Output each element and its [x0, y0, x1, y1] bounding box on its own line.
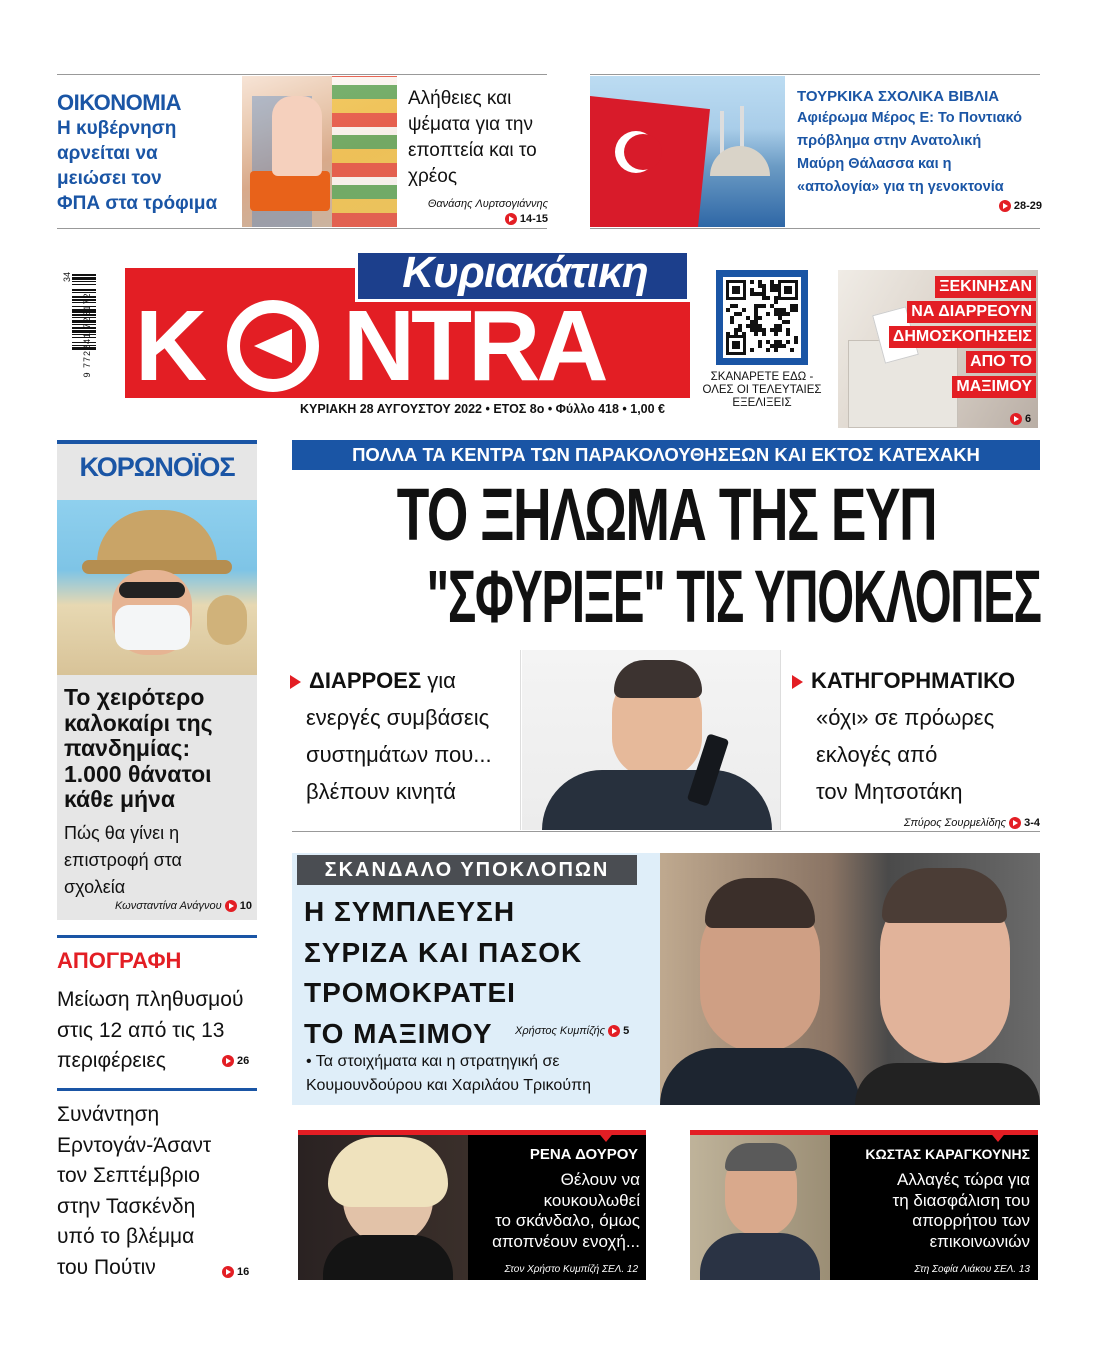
masked-woman-photo: [57, 500, 257, 675]
masthead-logo: [135, 290, 685, 402]
headline-line: Η κυβέρνηση: [57, 118, 177, 139]
headline-line: Το χειρότερο: [64, 684, 205, 710]
section-covid: ΚΟΡΩΝΟΪΟΣ: [79, 452, 235, 482]
lead-left-deck: ΔΙΑΡΡΟΕΣ για ενεργές συμβάσεις συστημάτων που... βλέπουν κινητά: [290, 662, 518, 810]
logo-ntra: NTRA: [342, 290, 605, 402]
dourou-name: ΡΕΝΑ ΔΟΥΡΟΥ: [529, 1146, 638, 1163]
covid-byline: Κωνσταντίνα Ανάγνου 10: [114, 900, 252, 912]
headline-line: ψέματα για την: [408, 114, 534, 135]
karagounis-credit: Στη Σοφία Λιάκου ΣΕΛ. 13: [914, 1264, 1030, 1275]
covid-sub: [64, 820, 254, 901]
headline-line: τον Σεπτέμβριο: [57, 1164, 200, 1187]
headline-line: Συνάντηση: [57, 1103, 160, 1126]
sub-line: Πώς θα γίνει η: [64, 823, 180, 843]
poll-line: ΑΠΟ ΤΟ: [966, 351, 1036, 373]
caption-line: ΣΚΑΝΑΡΕΤΕ ΕΔΩ -: [710, 371, 814, 383]
erdogan-headline[interactable]: [57, 1100, 257, 1283]
headline-line: αρνείται να: [57, 143, 158, 164]
headline-line: στις 12 από τις 13: [57, 1018, 225, 1042]
scandal-byline: Χρήστος Κυμπίζής 5: [515, 1025, 630, 1037]
dourou-credit: Στον Χρήστο Κυμπίζή ΣΕΛ. 12: [504, 1264, 638, 1275]
headline-line: Ερντογάν-Άσαντ: [57, 1133, 212, 1157]
pointer-icon: [1009, 817, 1021, 829]
qr-caption: [702, 371, 822, 410]
deck-line: βλέπουν κινητά: [306, 779, 456, 804]
headline-line: στην Τασκένδη: [57, 1194, 196, 1218]
headline-line: του Πούτιν: [57, 1255, 156, 1279]
turkish-books-headline: [797, 107, 1042, 199]
page-ref: 14-15: [408, 213, 548, 225]
bullet-line: • Τα στοιχήματα και η στρατηγική σε: [306, 1053, 560, 1070]
pointer-icon: [999, 200, 1011, 212]
mitsotakis-phone-photo: [522, 650, 780, 830]
section-economy: ΟΙΚΟΝΟΜΙΑ: [57, 90, 182, 115]
covid-headline: [64, 685, 254, 813]
caption-line: ΟΛΕΣ ΟΙ ΤΕΛΕΥΤΑΙΕΣ: [702, 384, 822, 396]
page-ref: 28-29: [797, 200, 1042, 212]
pointer-icon: [222, 1266, 234, 1278]
poll-line: ΞΕΚΙΝΗΣΑΝ: [935, 276, 1036, 298]
dourou-tab: [596, 1130, 616, 1142]
lead-byline: Σπύρος Σουρμελίδης 3-4: [903, 817, 1040, 829]
poll-line: ΜΑΞΙΜΟΥ: [952, 376, 1036, 398]
barcode: [62, 268, 110, 418]
deck-line: εκλογές από: [816, 742, 938, 767]
scandal-bullet: [306, 1050, 656, 1098]
quote-line: Αλλαγές τώρα για: [897, 1170, 1030, 1189]
top-right-teaser[interactable]: [797, 88, 1042, 212]
page-ref: 16: [222, 1266, 249, 1278]
headline-line: ΤΟ ΜΑΞΙΜΟΥ: [304, 1017, 493, 1049]
supermarket-photo: [242, 76, 397, 227]
headline-line: κάθε μήνα: [64, 786, 175, 812]
androulakis-tsipras-photo: [660, 853, 1040, 1105]
dateline: ΚΥΡΙΑΚΗ 28 ΑΥΓΟΥΣΤΟΥ 2022 • ΕΤΟΣ 8ο • Φύλλο 418 • 1,00 €: [300, 402, 666, 416]
sub-line: σχολεία: [64, 877, 126, 897]
headline-line: περιφέρειες: [57, 1049, 166, 1072]
quote-line: απορρήτου των: [912, 1211, 1030, 1230]
karagounis-tab: [988, 1130, 1008, 1142]
pointer-icon: [608, 1025, 620, 1037]
debt-headline: [408, 86, 548, 190]
headline-line: Μαύρη Θάλασσα και η: [797, 156, 952, 172]
headline-line: εποπτεία και το: [408, 140, 537, 161]
lead-headline-line1: ΤΟ ΞΗΛΩΜΑ ΤΗΣ ΕΥΠ: [396, 473, 937, 556]
top-left-teaser[interactable]: [57, 90, 237, 216]
erdogan-rule: [57, 1088, 257, 1091]
polls-headline[interactable]: [838, 276, 1036, 401]
economy-headline: [57, 116, 237, 216]
lead-right-deck: ΚΑΤΗΓΟΡΗΜΑΤΙΚΟ «όχι» σε πρόωρες εκλογές από τον Μητσοτάκη: [792, 662, 1042, 810]
lead-headline[interactable]: [292, 474, 1040, 638]
karagounis-name: ΚΩΣΤΑΣ ΚΑΡΑΓΚΟΥΝΗΣ: [865, 1146, 1030, 1162]
bullet-line: Κουμουνδούρου και Χαριλάου Τρικούπη: [306, 1077, 592, 1094]
caption-line: ΕΞΕΛΙΞΕΙΣ: [732, 397, 792, 409]
headline-line: πανδημίας:: [64, 735, 191, 761]
quote-line: αποπνέουν ενοχή...: [492, 1231, 640, 1251]
headline-line: «απολογία» για τη γενοκτονία: [797, 179, 1004, 195]
headline-line: μειώσει τον: [57, 168, 162, 189]
headline-line: καλοκαίρι της: [64, 709, 213, 736]
headline-line: Μείωση πληθυσμού: [57, 988, 244, 1011]
poll-line: ΝΑ ΔΙΑΡΡΕΟΥΝ: [907, 301, 1036, 323]
issue-number: 34: [62, 271, 73, 283]
quote-line: τη διασφάλιση του: [892, 1190, 1030, 1210]
dourou-quote: [440, 1170, 640, 1252]
section-turkish-books: ΤΟΥΡΚΙΚΑ ΣΧΟΛΙΚΑ ΒΙΒΛΙΑ: [797, 88, 1000, 105]
headline-line: ΤΡΟΜΟΚΡΑΤΕΙ: [304, 977, 516, 1008]
headline-line: ΦΠΑ στα τρόφιμα: [57, 193, 218, 214]
pointer-icon: [222, 1055, 234, 1067]
poll-line: ΔΗΜΟΣΚΟΠΗΣΕΙΣ: [889, 326, 1036, 348]
pointer-icon: [505, 213, 517, 225]
lead-headline-line2: "ΣΦΥΡΙΞΕ" ΤΙΣ ΥΠΟΚΛΟΠΕΣ: [426, 555, 1041, 638]
headline-line: Αλήθειες και: [408, 88, 512, 109]
deck-line: συστημάτων που...: [306, 742, 492, 767]
arrow-icon: [290, 675, 301, 689]
census-rule: [57, 935, 257, 938]
deck-line: τον Μητσοτάκη: [816, 779, 963, 804]
headline-line: ΣΥΡΙΖΑ ΚΑΙ ΠΑΣΟΚ: [304, 936, 583, 968]
qr-code[interactable]: [716, 270, 808, 365]
lead-kicker: ΠΟΛΛΑ ΤΑ ΚΕΝΤΡΑ ΤΩΝ ΠΑΡΑΚΟΛΟΥΘΗΣΕΩΝ ΚΑΙ ΕΚΤΟΣ ΚΑΤΕΧΑΚΗ: [292, 440, 1040, 470]
headline-line: Αφιέρωμα Μέρος Ε: Το Ποντιακό: [797, 110, 1022, 126]
deck-line: «όχι» σε πρόωρες: [816, 705, 995, 730]
pointer-icon: [1010, 413, 1022, 425]
headline-line: Η ΣΥΜΠΛΕΥΣΗ: [304, 896, 516, 927]
arrow-icon: [792, 675, 803, 689]
page-ref: 26: [222, 1055, 249, 1067]
megaphone-icon: [227, 300, 319, 392]
author-lyrtsogiannis: Θανάσης Λυρτσογιάννης: [427, 198, 548, 210]
qr-code-icon: [723, 277, 801, 358]
istanbul-photo: [590, 76, 785, 227]
quote-line: το σκάνδαλο, όμως: [495, 1211, 640, 1230]
logo-k: K: [135, 290, 204, 402]
pointer-icon: [225, 900, 237, 912]
quote-line: κουκουλωθεί: [543, 1190, 640, 1210]
karagounis-photo: [690, 1135, 830, 1280]
deck-line: ενεργές συμβάσεις: [306, 705, 490, 730]
headline-line: υπό το βλέμμα: [57, 1225, 195, 1248]
headline-line: 1.000 θάνατοι: [64, 760, 212, 787]
scandal-kicker: ΣΚΑΝΔΑΛΟ ΥΠΟΚΛΟΠΩΝ: [297, 855, 637, 885]
quote-line: Θέλουν να: [560, 1170, 640, 1189]
quote-line: επικοινωνιών: [929, 1231, 1030, 1251]
karagounis-quote: [830, 1170, 1030, 1252]
headline-line: χρέος: [408, 166, 457, 187]
top-mid-teaser[interactable]: [408, 86, 548, 225]
sub-line: επιστροφή στα: [64, 850, 182, 870]
barcode-digits: 9 772241 725172: [82, 292, 92, 378]
page-ref: 6: [1010, 413, 1031, 425]
masthead-kyriakatiki: Κυριακάτικη: [402, 248, 648, 297]
headline-line: πρόβλημα στην Ανατολική: [797, 133, 982, 149]
section-census: ΑΠΟΓΡΑΦΗ: [57, 948, 182, 973]
